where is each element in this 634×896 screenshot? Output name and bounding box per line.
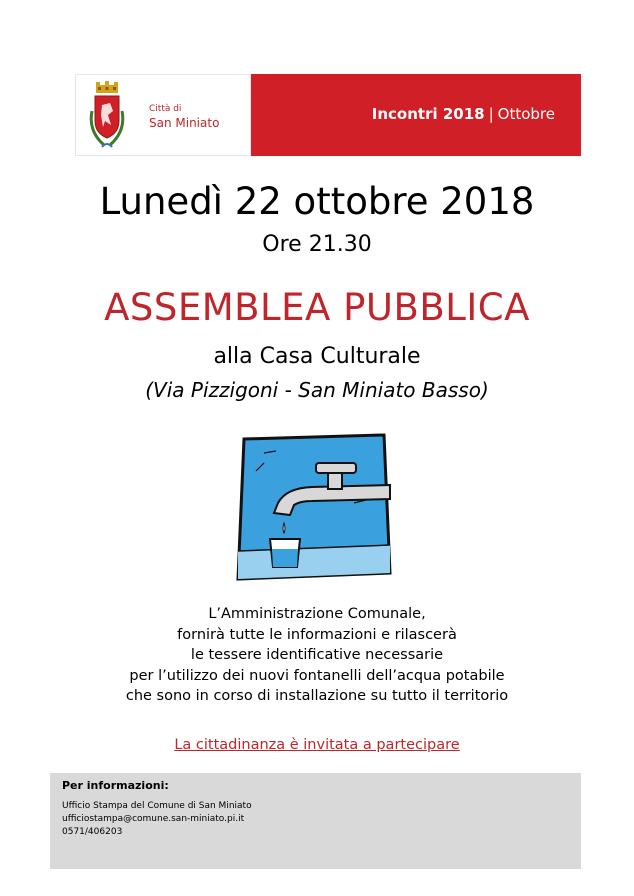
body-text <box>0 604 634 707</box>
body-line: per l’utilizzo dei nuovi fontanelli dell’acqua potabile <box>129 667 505 684</box>
body-line: L’Amministrazione Comunale, <box>208 606 426 622</box>
coat-of-arms-icon <box>84 81 130 153</box>
event-title: ASSEMBLEA PUBBLICA <box>104 286 530 329</box>
city-name: San Miniato <box>149 116 220 130</box>
series-label: Incontri 2018 <box>371 105 485 123</box>
event-venue: alla Casa Culturale <box>213 344 421 369</box>
month-label: Ottobre <box>497 105 555 123</box>
info-footer <box>50 773 581 869</box>
footer-title: Per informazioni: <box>62 779 169 792</box>
event-date: Lunedì 22 ottobre 2018 <box>99 180 535 223</box>
event-time: Ore 21.30 <box>262 232 372 257</box>
footer-email[interactable]: ufficiostampa@comune.san-miniato.pi.it <box>62 814 245 824</box>
footer-phone: 0571/406203 <box>62 827 123 837</box>
city-prefix: Città di <box>149 104 182 114</box>
separator: | <box>488 105 494 123</box>
city-logo <box>75 74 251 156</box>
body-line: le tessere identificative necessarie <box>190 647 444 663</box>
invitation-text: La cittadinanza è invitata a partecipare <box>174 737 460 753</box>
body-line: fornirà tutte le informazioni e rilascerà <box>177 626 457 643</box>
water-tap-icon <box>234 433 394 583</box>
event-address: (Via Pizzigoni - San Miniato Basso) <box>145 378 489 402</box>
series-bar <box>251 74 581 156</box>
header-banner <box>75 74 581 156</box>
body-line: che sono in corso di installazione su tutto il territorio <box>125 688 509 704</box>
footer-office: Ufficio Stampa del Comune di San Miniato <box>62 801 252 811</box>
